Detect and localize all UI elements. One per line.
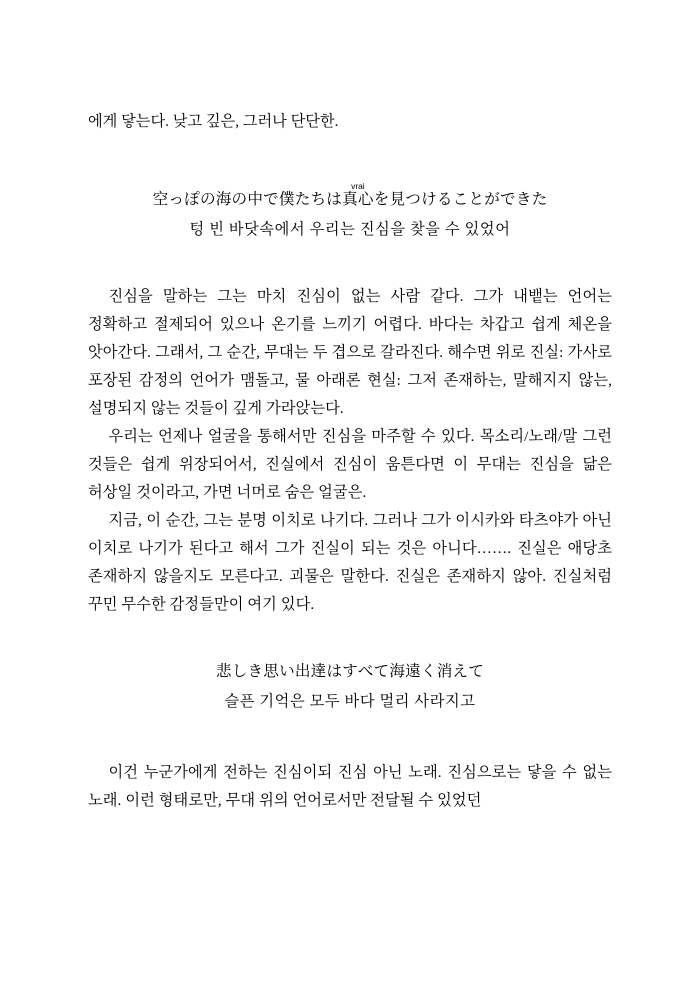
ruby-annotation-vrai	[342, 181, 374, 208]
paragraph-3: 지금, 이 순간, 그는 분명 이치로 나기다. 그러나 그가 이시카와 타츠야가 아닌 이치로 나기가 된다고 해서 그가 진실이 되는 것은 아니다……. 진실은 애당초 존재하지 않을지도 모른다고. 괴물은 말한다. 진실은 존재하지 않아. 진실처럼 꾸민 무수한 감정들만이 여기 있다.	[88, 512, 612, 613]
lyric-japanese-1	[88, 182, 612, 215]
page-text-column	[88, 108, 612, 815]
lyric-korean-1: 텅 빈 바닷속에서 우리는 진심을 찾을 수 있었어	[189, 221, 511, 238]
spacer-after-lyrics-2	[88, 717, 612, 759]
paragraph-1: 진심을 말하는 그는 마치 진심이 없는 사람 같다. 그가 내뱉는 언어는 정확하고 절제되어 있으나 온기를 느끼기 어렵다. 바다는 차갑고 쉽게 체온을 앗아간다. 그래서, 그 순간, 무대는 두 겹으로 갈라진다. 해수면 위로 진실: 가사로 포장된 감정의 언어가 맴돌고, 물 아래론 현실: 그저 존재하는, 말해지지 않는, 설명되지 않는 것들이 깊게 가라앉는다.	[88, 288, 612, 417]
paragraph-2: 우리는 언제나 얼굴을 통해서만 진심을 마주할 수 있다. 목소리/노래/말 그런 것들은 쉽게 위장되어서, 진실에서 진심이 움튼다면 이 무대는 진심을 닮은 허상일 것이라고, 가면 너머로 숨은 얼굴은.	[88, 428, 612, 501]
lyrics-block-1	[88, 182, 612, 245]
ruby-base-text: 真心	[342, 191, 374, 208]
carryover-line: 에게 닿는다. 낮고 깊은, 그러나 단단한.	[88, 113, 339, 130]
ruby-reading-text: vrai	[342, 181, 374, 191]
lyrics-block-2	[88, 657, 612, 717]
spacer-before-lyrics-1	[88, 136, 612, 182]
spacer-after-lyrics-1	[88, 245, 612, 283]
lyric-japanese-1-after: を見つけることができた	[373, 191, 548, 208]
spacer-before-lyrics-2	[88, 619, 612, 657]
lyric-japanese-2: 悲しき思い出達はすべて海遠く消えて	[215, 663, 485, 680]
lyric-japanese-1-before: 空っぽの海の中で僕たちは	[152, 191, 343, 208]
paragraph-4: 이건 누군가에게 전하는 진심이되 진심 아닌 노래. 진심으로는 닿을 수 없는 노래. 이런 형태로만, 무대 위의 언어로서만 전달될 수 있었던	[88, 764, 612, 809]
lyric-korean-2: 슬픈 기억은 모두 바다 멀리 사라지고	[224, 693, 476, 710]
